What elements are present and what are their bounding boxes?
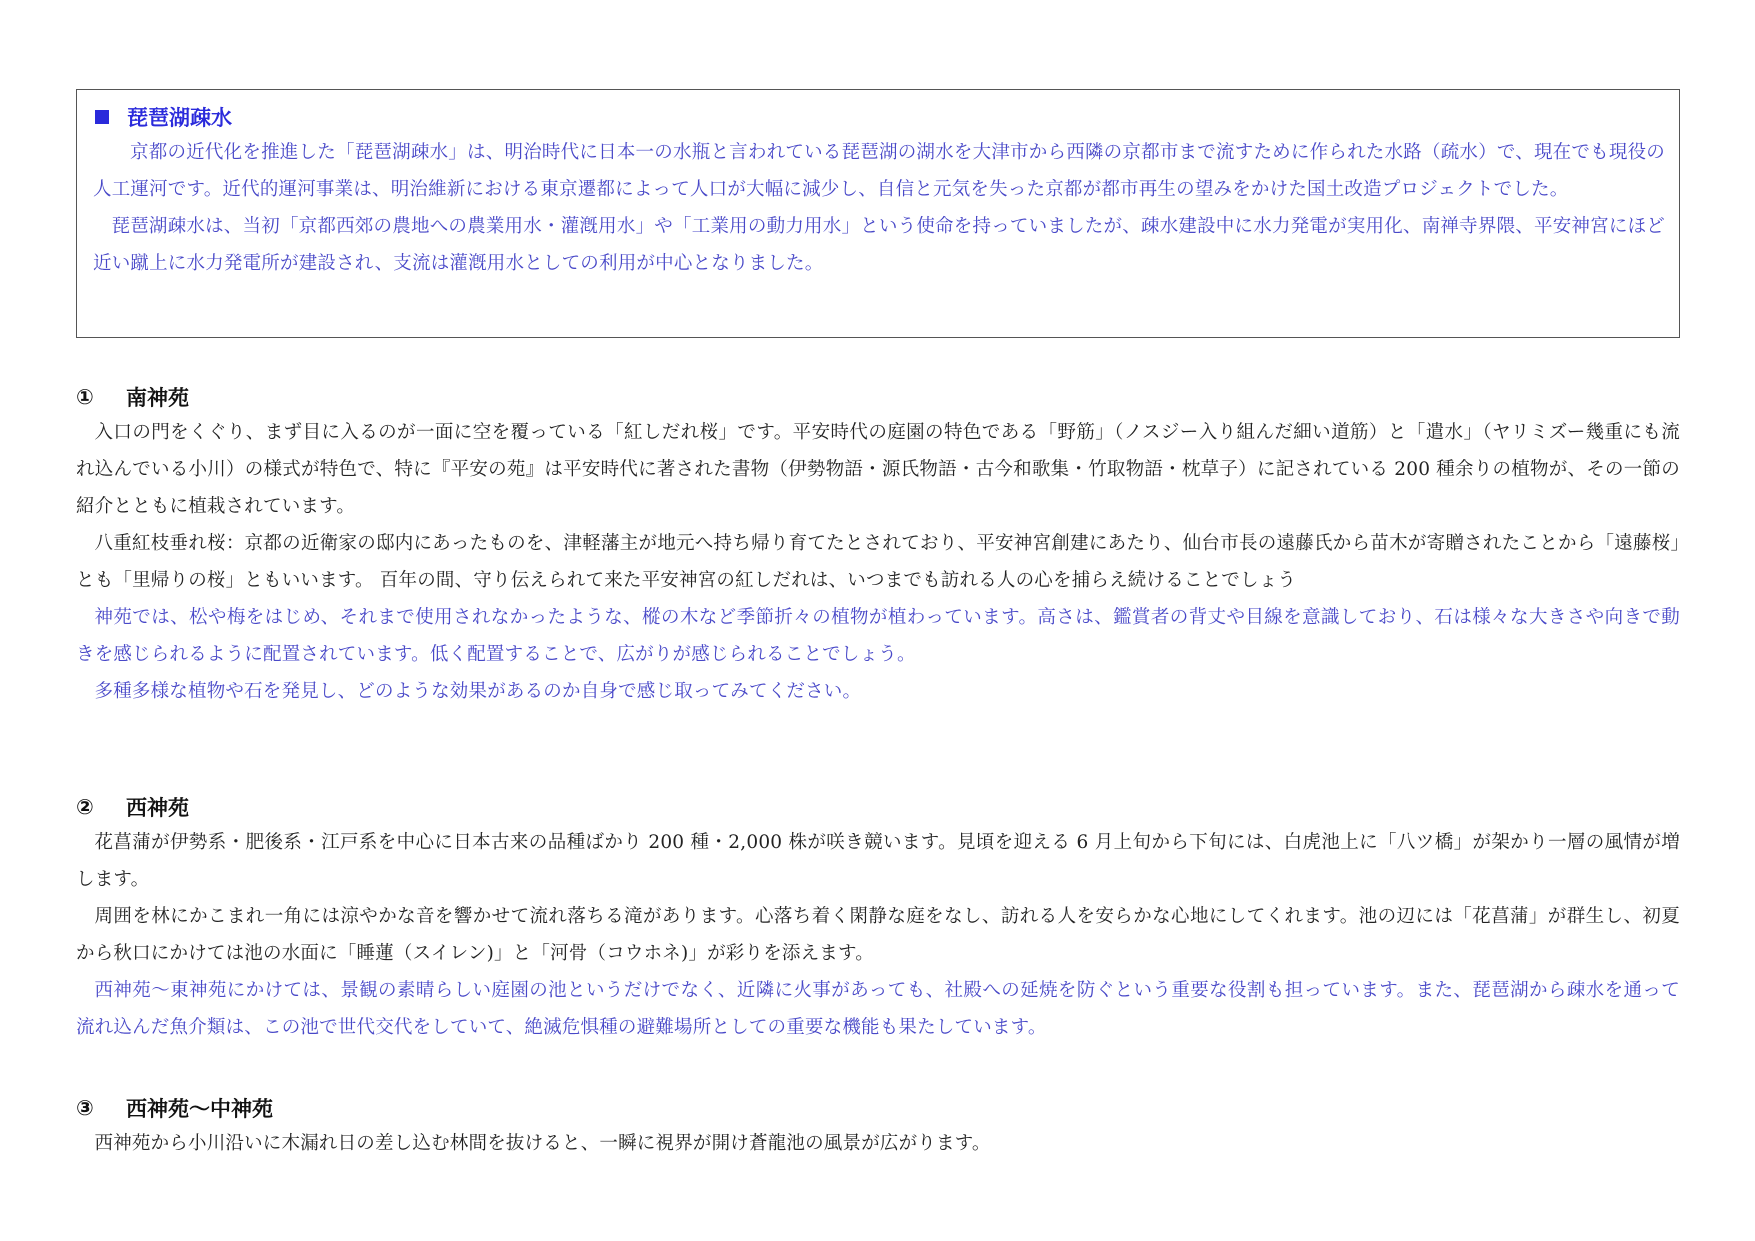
section-title: 西神苑 (126, 796, 189, 820)
section-paragraph: 入口の門をくぐり、まず目に入るのが一面に空を覆っている「紅しだれ桜」です。平安時代の庭園の特色である「野筋」（ノスジー入り組んだ細い道筋）と「遣水」（ヤリミズー幾重にも流れ込んでいる小川）の様式が特色で、特に『平安の苑』は平安時代に著された書物（伊勢物語・源氏物語・古今和歌集・竹取物語・枕草子）に記されている 200 種余りの植物が、その一節の紹介とともに植栽されています。 (76, 422, 1680, 517)
section-paragraph: 花菖蒲が伊勢系・肥後系・江戸系を中心に日本古来の品種ばかり 200 種・2,000 株が咲き競います。見頃を迎える 6 月上旬から下旬には、白虎池上に「八ツ橋」が架かり一層の風情が増します。 (76, 832, 1680, 890)
section-paragraph: 多種多様な植物や石を発見し、どのような効果があるのか自身で感じ取ってみてください。 (94, 681, 862, 702)
infobox-paragraph: 琵琶湖疎水は、当初「京都西郊の農地への農業用水・灌漑用水」や「工業用の動力用水」という使命を持っていましたが、疎水建設中に水力発電が実用化、南禅寺界隈、平安神宮にほど近い蹴上に水力発電所が建設され、支流は灌漑用水としての利用が中心となりました。 (93, 216, 1665, 274)
section-number: ③ (76, 1096, 94, 1120)
section-paragraph: 西神苑～東神苑にかけては、景観の素晴らしい庭園の池というだけでなく、近隣に火事があっても、社殿への延焼を防ぐという重要な役割も担っています。また、琵琶湖から疎水を通って流れ込んだ魚介類は、この池で世代交代をしていて、絶滅危惧種の避難場所としての重要な機能も果たしています。 (76, 980, 1680, 1038)
section-paragraph: 神苑では、松や梅をはじめ、それまで使用されなかったような、樅の木など季節折々の植物が植わっています。高さは、鑑賞者の背丈や目線を意識しており、石は様々な大きさや向きで動きを感じられるように配置されています。低く配置することで、広がりが感じられることでしょう。 (76, 607, 1680, 665)
section-nishi-naka-shinen (76, 1091, 1680, 1162)
section-heading (76, 1091, 1680, 1125)
section-heading (76, 790, 1680, 824)
infobox-title-text: 琵琶湖疎水 (127, 106, 232, 130)
blue-square-icon (95, 110, 109, 124)
section-paragraph: 周囲を林にかこまれ一角には涼やかな音を響かせて流れ落ちる滝があります。心落ち着く閑静な庭をなし、訪れる人を安らかな心地にしてくれます。池の辺には「花菖蒲」が群生し、初夏から秋口にかけては池の水面に「睡蓮（スイレン)」と「河骨（コウホネ)」が彩りを添えます。 (76, 906, 1680, 964)
section-minami-shinen (76, 380, 1680, 710)
section-paragraph: 西神苑から小川沿いに木漏れ日の差し込む林間を抜けると、一瞬に視界が開け蒼龍池の風景が広がります。 (94, 1133, 991, 1154)
section-title: 南神苑 (126, 386, 189, 410)
section-number: ② (76, 795, 94, 819)
section-number: ① (76, 385, 94, 409)
biwako-canal-infobox (76, 89, 1680, 338)
infobox-title (93, 102, 1665, 132)
section-nishi-shinen (76, 790, 1680, 1046)
section-title: 西神苑～中神苑 (126, 1097, 273, 1121)
infobox-paragraph: 京都の近代化を推進した「琵琶湖疎水」は、明治時代に日本一の水瓶と言われている琵琶湖の湖水を大津市から西隣の京都市まで流すために作られた水路（疏水）で、現在でも現役の人工運河です。近代的運河事業は、明治維新における東京遷都によって人口が大幅に減少し、自信と元気を失った京都が都市再生の望みをかけた国土改造プロジェクトでした。 (93, 142, 1665, 200)
section-paragraph: 八重紅枝垂れ桜：京都の近衛家の邸内にあったものを、津軽藩主が地元へ持ち帰り育てたとされており、平安神宮創建にあたり、仙台市長の遠藤氏から苗木が寄贈されたことから「遠藤桜」とも「里帰りの桜」ともいいます。 百年の間、守り伝えられて来た平安神宮の紅しだれは、いつまでも訪れる人の心を捕らえ続けることでしょう (76, 533, 1680, 591)
section-heading (76, 380, 1680, 414)
